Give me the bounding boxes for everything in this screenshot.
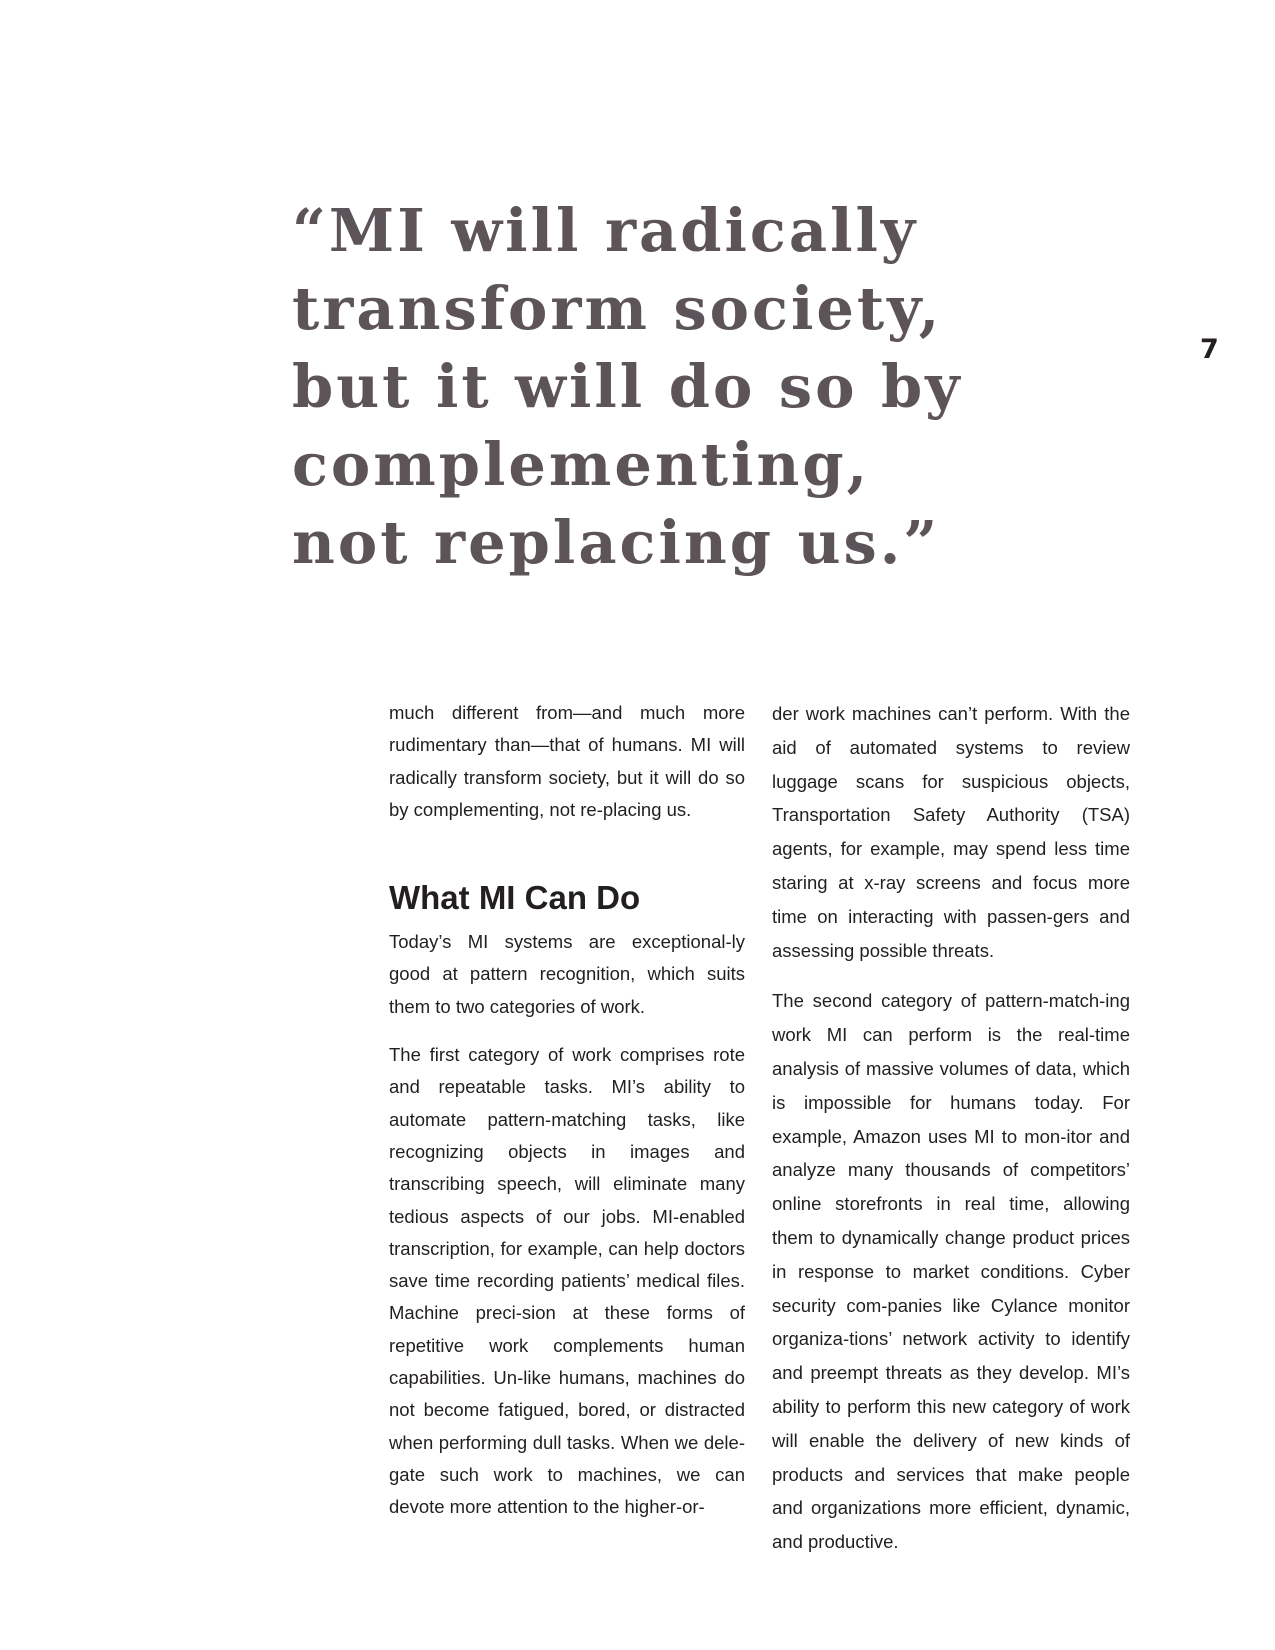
pull-quote-line: “MI will radically	[292, 196, 919, 265]
pull-quote	[292, 192, 963, 582]
pull-quote-line: but it will do so by	[292, 352, 963, 421]
body-paragraph: Today’s MI systems are exceptional-ly good at pattern recognition, which suits them to two categories of work.	[389, 931, 745, 1017]
body-paragraph: der work machines can’t perform. With the aid of automated systems to review luggage scans for suspicious objects, Transportation Safety Authority (TSA) agents, for example, may spend less time staring at x-ray screens and focus more time on interacting with passen-gers and assessing possible threats.	[772, 703, 1130, 961]
pull-quote-line: not replacing us.”	[292, 508, 941, 577]
pull-quote-line: transform society,	[292, 274, 943, 343]
left-column	[389, 697, 745, 1524]
pull-quote-line: complementing,	[292, 430, 871, 499]
right-column	[772, 697, 1130, 1559]
page-number: 7	[1200, 334, 1219, 365]
section-heading: What MI Can Do	[389, 879, 641, 917]
body-paragraph: The second category of pattern-match-ing work MI can perform is the real-time analysis of massive volumes of data, which is impossible for humans today. For example, Amazon uses MI to mon-itor and analyze many thousands of competitors’ online storefronts in real time, allowing them to dynamically change product prices in response to market conditions. Cyber security com-panies like Cylance monitor organiza-tions’ network activity to identify and preempt threats as they develop. MI’s ability to perform this new category of work will enable the delivery of new kinds of products and services that make people and organizations more efficient, dynamic, and productive.	[772, 990, 1130, 1553]
body-paragraph: The first category of work comprises rote and repeatable tasks. MI’s ability to automate pattern-matching tasks, like recognizing objects in images and transcribing speech, will eliminate many tedious aspects of our jobs. MI-enabled transcription, for example, can help doctors save time recording patients’ medical files. Machine preci-sion at these forms of repetitive work complements human capabilities. Un-like humans, machines do not become fatigued, bored, or distracted when performing dull tasks. When we dele-gate such work to machines, we can devote more attention to the higher-or-	[389, 1044, 745, 1518]
intro-paragraph: much different from—and much more rudimentary than—that of humans. MI will radically transform society, but it will do so by complementing, not re-placing us.	[389, 702, 745, 820]
